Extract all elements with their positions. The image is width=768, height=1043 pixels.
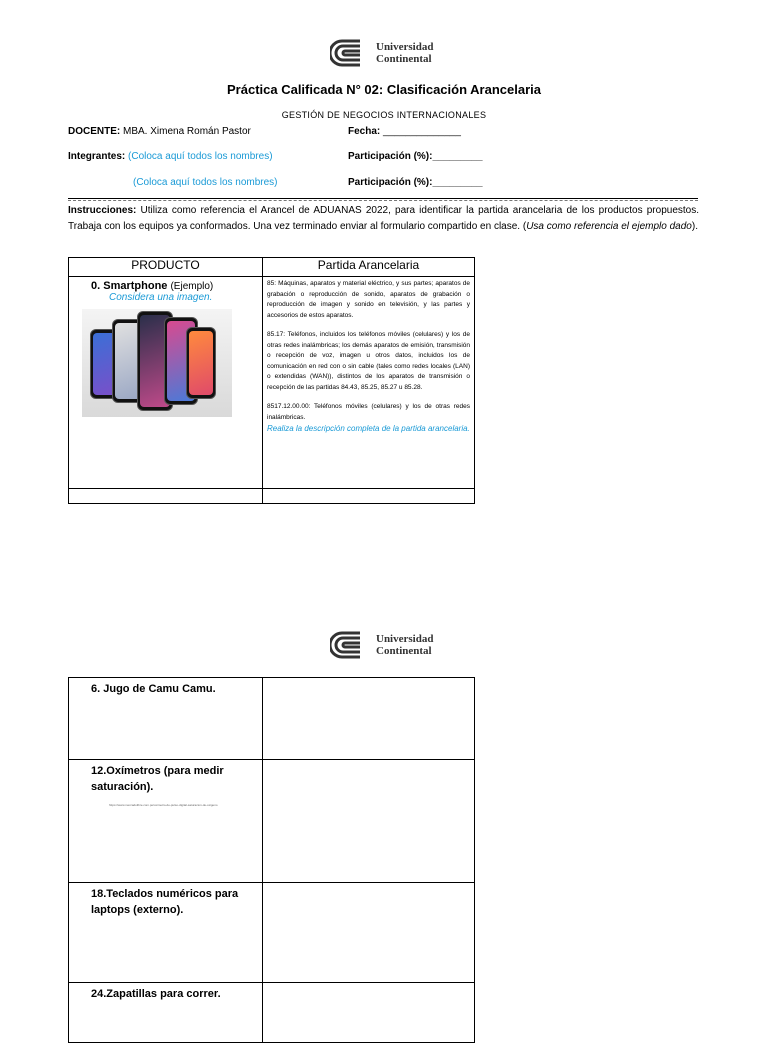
participacion-field[interactable]: _________ bbox=[432, 151, 483, 162]
product-name: 6. Jugo de Camu Camu. bbox=[91, 683, 216, 695]
docente-row bbox=[68, 126, 251, 137]
col-header-partida: Partida Arancelaria bbox=[263, 258, 475, 277]
logo-mark-icon bbox=[330, 630, 368, 660]
logo-mark-icon bbox=[330, 38, 368, 68]
example-partida-cell bbox=[263, 277, 475, 489]
divider bbox=[68, 198, 698, 199]
docente-value: MBA. Ximena Román Pastor bbox=[123, 126, 251, 137]
empty-product-cell[interactable] bbox=[69, 489, 263, 504]
example-product-sub: Considera una imagen. bbox=[109, 292, 213, 303]
fecha-row bbox=[348, 126, 461, 137]
instructions-label: Instrucciones: bbox=[68, 205, 137, 216]
integrantes-value[interactable]: (Coloca aquí todos los nombres) bbox=[128, 151, 273, 162]
product-cell bbox=[69, 883, 263, 983]
partida-cell[interactable] bbox=[263, 883, 475, 983]
example-product-cell bbox=[69, 277, 263, 489]
products-table bbox=[68, 677, 475, 1043]
participacion-row-1 bbox=[348, 151, 483, 162]
instructions: Instrucciones: Utiliza como referencia el Arancel de ADUANAS 2022, para identificar la partida arancelaria de los productos propuestos. Trabaja con los equipos ya conformados. Una vez terminado enviar al formulario compartido en clase. (Usa como referencia el ejemplo dado). bbox=[68, 205, 699, 232]
participacion-label: Participación (%): bbox=[348, 151, 433, 162]
logo-text: Universidad Continental bbox=[376, 41, 434, 65]
integrantes-row bbox=[68, 151, 273, 162]
university-logo bbox=[330, 38, 433, 68]
partida-cell[interactable] bbox=[263, 983, 475, 1043]
participacion-field[interactable]: _________ bbox=[432, 177, 483, 188]
product-cell bbox=[69, 983, 263, 1043]
participacion-label: Participación (%): bbox=[348, 177, 433, 188]
smartphone-image bbox=[82, 309, 232, 417]
product-cell bbox=[69, 760, 263, 883]
col-header-producto: PRODUCTO bbox=[69, 258, 263, 277]
fecha-field[interactable]: ______________ bbox=[383, 126, 461, 137]
instructions-italic: Usa como referencia el ejemplo dado bbox=[526, 221, 692, 232]
page-title: Práctica Calificada N° 02: Clasificación Arancelaria bbox=[227, 82, 541, 97]
example-product-name: 0. Smartphone (Ejemplo) bbox=[91, 280, 214, 292]
participacion-row-2 bbox=[348, 177, 483, 188]
product-name: 18.Teclados numéricos para laptops (externo). bbox=[91, 888, 239, 916]
partida-cell[interactable] bbox=[263, 678, 475, 760]
docente-label: DOCENTE: bbox=[68, 126, 121, 137]
product-name: 24.Zapatillas para correr. bbox=[91, 988, 221, 1000]
empty-partida-cell[interactable] bbox=[263, 489, 475, 504]
fecha-label: Fecha: bbox=[348, 126, 381, 137]
page-subtitle: GESTIÓN DE NEGOCIOS INTERNACIONALES bbox=[281, 110, 487, 120]
example-partida-description: 85: Máquinas, aparatos y material eléctrico, y sus partes; aparatos de grabación o reproducción de sonido, aparatos de grabación o reproducción de imagen y sonido en televisión, y las partes y accesorios de estos aparatos. 85.17: Teléfonos, incluidos los teléfonos móviles (celulares) y los de otras redes inalámbricas; los demás aparatos de emisión, transmisión o recepción de voz, imagen u otros datos, incluidos los de comunicación en red con o sin cable (tales como redes locales (LAN) o extendidas (WAN)), distintos de los aparatos de transmisión o recepción de las partidas 84.43, 85.25, 85.27 u 85.28. 8517.12.00.00: Teléfonos móviles (celulares) y los de otras redes inalámbricas. Realiza la descripción completa de la partida arancelaria. bbox=[267, 280, 470, 433]
integrantes-label: Integrantes: bbox=[68, 151, 126, 162]
classification-table bbox=[68, 257, 475, 504]
product-link[interactable]: https://www.mercadolibre.com.pe/oximetro-de-pulso-digital-saturacion-de-oxigeno bbox=[109, 803, 218, 807]
university-logo bbox=[330, 630, 433, 660]
partida-cell[interactable] bbox=[263, 760, 475, 883]
divider bbox=[68, 200, 698, 201]
instructions-text: Utiliza como referencia el Arancel de ADUANAS 2022, para identificar la partida arancelaria de los productos propuestos. Trabaja con los equipos ya conformados. Una vez terminado enviar al formulario compartido en clase. ( bbox=[68, 205, 699, 232]
product-cell bbox=[69, 678, 263, 760]
product-name: 12.Oxímetros (para medir saturación). bbox=[91, 765, 224, 793]
logo-text: Universidad Continental bbox=[376, 633, 434, 657]
integrantes-value-2[interactable]: (Coloca aquí todos los nombres) bbox=[133, 177, 278, 188]
